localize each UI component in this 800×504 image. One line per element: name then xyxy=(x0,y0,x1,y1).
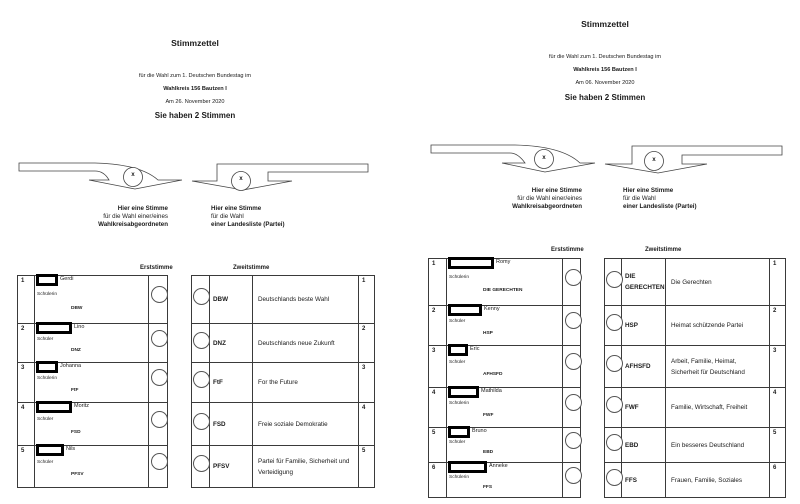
second-vote-circle[interactable] xyxy=(193,455,210,472)
first-vote-arrow xyxy=(431,145,595,172)
second-vote-mark: x xyxy=(239,175,243,182)
first-vote-circle[interactable] xyxy=(151,330,168,347)
redacted-surname xyxy=(448,344,468,356)
row-number-left: 5 xyxy=(18,446,35,488)
second-vote-arrow xyxy=(192,164,368,190)
candidate-party: DNZ xyxy=(71,348,81,353)
second-vote-circle[interactable] xyxy=(606,396,623,413)
party-name: For the Future xyxy=(253,363,359,403)
row-number-right: 2 xyxy=(770,306,786,346)
candidate-first-name: Eric xyxy=(470,346,480,352)
ballot-row xyxy=(18,276,375,324)
first-vote-circle[interactable] xyxy=(151,453,168,470)
row-number-right: 6 xyxy=(770,463,786,498)
column-gap xyxy=(581,306,605,346)
party-abbreviation: DIE GERECHTEN xyxy=(622,259,666,306)
ballot-row xyxy=(429,346,786,388)
candidate-party: FWF xyxy=(483,413,494,418)
party-abbreviation: EBD xyxy=(622,428,666,463)
second-vote-circle[interactable] xyxy=(193,413,210,430)
second-vote-cell[interactable] xyxy=(605,306,622,346)
ballot-date: Am 26. November 2020 xyxy=(165,99,225,105)
column-gap xyxy=(581,428,605,463)
second-vote-arrow xyxy=(605,146,782,173)
first-vote-circle[interactable] xyxy=(565,353,582,370)
candidate-first-name: Johanna xyxy=(60,363,82,369)
column-gap xyxy=(581,388,605,428)
candidate-first-name: Lino xyxy=(74,324,85,330)
header-zweitstimme: Zweitstimme xyxy=(645,247,682,253)
candidate-first-name: Gerdi xyxy=(60,276,74,282)
candidate-role: Schüler xyxy=(449,440,466,445)
row-number-right: 5 xyxy=(770,428,786,463)
second-vote-cell[interactable] xyxy=(605,259,622,306)
candidate-party: FSD xyxy=(71,430,81,435)
candidate-role: Schüler xyxy=(37,460,54,465)
first-vote-circle[interactable] xyxy=(565,432,582,449)
party-abbreviation: DBW xyxy=(210,276,253,324)
candidate-party: DBW xyxy=(71,306,83,311)
second-vote-cell[interactable] xyxy=(605,346,622,388)
candidate-first-name: Mathilda xyxy=(481,388,502,394)
row-number-left: 2 xyxy=(18,324,35,363)
row-number-left: 3 xyxy=(18,363,35,403)
candidate-party: HSP xyxy=(483,331,493,336)
ballot-row xyxy=(18,403,375,446)
votes-notice: Sie haben 2 Stimmen xyxy=(154,111,236,120)
candidate-cell xyxy=(447,388,563,428)
first-vote-cell[interactable] xyxy=(149,446,168,488)
candidate-first-name: Nils xyxy=(66,446,76,452)
party-abbreviation: HSP xyxy=(622,306,666,346)
ballot-row xyxy=(18,446,375,488)
ballot-date: Am 06. November 2020 xyxy=(575,80,635,86)
first-vote-cell[interactable] xyxy=(149,403,168,446)
candidate-cell xyxy=(447,463,563,498)
second-vote-circle[interactable] xyxy=(193,371,210,388)
row-number-left: 1 xyxy=(18,276,35,324)
candidate-cell xyxy=(35,324,149,363)
first-vote-cell[interactable] xyxy=(563,259,581,306)
candidate-cell xyxy=(35,446,149,488)
header-erststimme: Erststimme xyxy=(551,247,584,253)
party-name: Deutschlands beste Wahl xyxy=(253,276,359,324)
second-vote-cell[interactable] xyxy=(192,363,210,403)
redacted-surname xyxy=(36,444,64,456)
candidate-cell xyxy=(35,363,149,403)
party-name: Deutschlands neue Zukunft xyxy=(253,324,359,363)
row-number-left: 4 xyxy=(429,388,447,428)
column-gap xyxy=(581,463,605,498)
column-gap xyxy=(581,259,605,306)
row-number-right: 5 xyxy=(359,446,375,488)
party-name: Heimat schützende Partei xyxy=(666,306,770,346)
redacted-surname xyxy=(36,361,58,373)
second-vote-caption: Hier eine Stimme für die Wahl einer Landesliste (Partei) xyxy=(211,205,285,228)
party-name: Die Gerechten xyxy=(666,259,770,306)
row-number-right: 1 xyxy=(770,259,786,306)
first-vote-cell[interactable] xyxy=(563,463,581,498)
row-number-left: 2 xyxy=(429,306,447,346)
ballot-table-right xyxy=(428,258,786,498)
party-name: Familie, Wirtschaft, Freiheit xyxy=(666,388,770,428)
ballot-title: Stimmzettel xyxy=(581,19,629,29)
party-name: Partei für Familie, Sicherheit und Verteidigung xyxy=(253,446,359,488)
party-name: Arbeit, Familie, Heimat, Sicherheit für Deutschland xyxy=(666,346,770,388)
column-gap xyxy=(168,403,192,446)
party-name: Ein besseres Deutschland xyxy=(666,428,770,463)
candidate-party: PFSV xyxy=(71,472,84,477)
header-erststimme: Erststimme xyxy=(140,265,173,271)
second-vote-caption: Hier eine Stimme für die Wahl einer Landesliste (Partei) xyxy=(623,187,697,210)
row-number-right: 4 xyxy=(770,388,786,428)
second-vote-cell[interactable] xyxy=(192,276,210,324)
ballot-title: Stimmzettel xyxy=(171,38,219,48)
candidate-first-name: Kenny xyxy=(484,306,500,312)
candidate-party: AFHSFD xyxy=(483,372,503,377)
header-zweitstimme: Zweitstimme xyxy=(233,265,270,271)
row-number-left: 5 xyxy=(429,428,447,463)
votes-notice: Sie haben 2 Stimmen xyxy=(564,93,646,102)
ballot-row xyxy=(18,363,375,403)
row-number-right: 3 xyxy=(359,363,375,403)
column-gap xyxy=(581,346,605,388)
first-vote-caption: Hier eine Stimme für die Wahl einer/eines Wahlkreisabgeordneten xyxy=(98,205,168,228)
second-vote-cell[interactable] xyxy=(192,403,210,446)
first-vote-circle[interactable] xyxy=(565,467,582,484)
redacted-surname xyxy=(448,386,479,398)
row-number-right: 3 xyxy=(770,346,786,388)
party-abbreviation: FtF xyxy=(210,363,253,403)
row-number-right: 4 xyxy=(359,403,375,446)
ballot-row xyxy=(429,259,786,306)
party-abbreviation: AFHSFD xyxy=(622,346,666,388)
candidate-cell xyxy=(447,346,563,388)
candidate-first-name: Anneke xyxy=(489,463,508,469)
row-number-right: 1 xyxy=(359,276,375,324)
second-vote-cell[interactable] xyxy=(192,446,210,488)
first-vote-circle[interactable] xyxy=(565,269,582,286)
column-gap xyxy=(168,324,192,363)
first-vote-arrow xyxy=(19,163,182,189)
first-vote-circle[interactable] xyxy=(565,312,582,329)
second-vote-cell[interactable] xyxy=(605,463,622,498)
candidate-first-name: Bruno xyxy=(472,428,487,434)
candidate-first-name: Romy xyxy=(496,259,511,265)
ballot-subtitle: für die Wahl zum 1. Deutschen Bundestag im xyxy=(548,54,662,60)
candidate-cell xyxy=(35,403,149,446)
party-name: Frauen, Familie, Soziales xyxy=(666,463,770,498)
redacted-surname xyxy=(448,257,494,269)
ballot-district: Wahlkreis 156 Bautzen I xyxy=(573,67,637,73)
candidate-role: Schülerin xyxy=(449,275,469,280)
candidate-role: Schülerin xyxy=(449,401,469,406)
ballot-subtitle: für die Wahl zum 1. Deutschen Bundestag im xyxy=(138,73,252,79)
candidate-role: Schüler xyxy=(449,319,466,324)
second-vote-cell[interactable] xyxy=(605,428,622,463)
second-vote-circle[interactable] xyxy=(193,288,210,305)
first-vote-cell[interactable] xyxy=(563,428,581,463)
second-vote-circle[interactable] xyxy=(606,434,623,451)
redacted-surname xyxy=(448,426,470,438)
second-vote-cell[interactable] xyxy=(605,388,622,428)
second-vote-mark: x xyxy=(652,156,656,163)
second-vote-circle[interactable] xyxy=(606,469,623,486)
first-vote-cell[interactable] xyxy=(563,306,581,346)
party-abbreviation: DNZ xyxy=(210,324,253,363)
row-number-left: 6 xyxy=(429,463,447,498)
second-vote-circle[interactable] xyxy=(193,332,210,349)
second-vote-circle[interactable] xyxy=(606,271,623,288)
candidate-role: Schülerin xyxy=(37,292,57,297)
row-number-right: 2 xyxy=(359,324,375,363)
column-gap xyxy=(168,363,192,403)
party-name: Freie soziale Demokratie xyxy=(253,403,359,446)
row-number-left: 4 xyxy=(18,403,35,446)
candidate-role: Schüler xyxy=(37,417,54,422)
ballot-row xyxy=(429,463,786,498)
redacted-surname xyxy=(36,274,58,286)
candidate-first-name: Moritz xyxy=(74,403,89,409)
ballot-table-left xyxy=(17,275,375,488)
ballot-row xyxy=(429,428,786,463)
ballot-row xyxy=(429,388,786,428)
first-vote-cell[interactable] xyxy=(563,388,581,428)
candidate-role: Schülerin xyxy=(449,475,469,480)
second-vote-circle[interactable] xyxy=(606,355,623,372)
redacted-surname xyxy=(36,401,72,413)
candidate-role: Schüler xyxy=(449,360,466,365)
ballot-row xyxy=(429,306,786,346)
first-vote-cell[interactable] xyxy=(149,324,168,363)
column-gap xyxy=(168,276,192,324)
first-vote-cell[interactable] xyxy=(149,363,168,403)
candidate-party: EBD xyxy=(483,450,494,455)
candidate-party: FtF xyxy=(71,388,79,393)
first-vote-mark: x xyxy=(131,171,135,178)
candidate-role: Schülerin xyxy=(37,376,57,381)
vote-arrows-diagram xyxy=(400,130,800,180)
candidate-party: DIE GERECHTEN xyxy=(483,288,523,293)
candidate-role: Schüler xyxy=(37,337,54,342)
candidate-cell xyxy=(447,259,563,306)
redacted-surname xyxy=(36,322,72,334)
party-abbreviation: FFS xyxy=(622,463,666,498)
party-abbreviation: FWF xyxy=(622,388,666,428)
candidate-cell xyxy=(447,306,563,346)
candidate-party: FFS xyxy=(483,485,493,490)
redacted-surname xyxy=(448,304,482,316)
ballot-row xyxy=(18,324,375,363)
redacted-surname xyxy=(448,461,487,473)
second-vote-circle[interactable] xyxy=(606,314,623,331)
first-vote-circle[interactable] xyxy=(151,411,168,428)
ballot-district: Wahlkreis 156 Bautzen I xyxy=(163,86,227,92)
column-gap xyxy=(168,446,192,488)
first-vote-circle[interactable] xyxy=(151,286,168,303)
first-vote-circle[interactable] xyxy=(151,369,168,386)
candidate-cell xyxy=(447,428,563,463)
vote-arrows-diagram xyxy=(0,150,380,200)
party-abbreviation: PFSV xyxy=(210,446,253,488)
first-vote-caption: Hier eine Stimme für die Wahl einer/eines Wahlkreisabgeordneten xyxy=(512,187,582,210)
row-number-left: 3 xyxy=(429,346,447,388)
candidate-cell xyxy=(35,276,149,324)
second-vote-cell[interactable] xyxy=(192,324,210,363)
first-vote-mark: x xyxy=(542,154,546,161)
row-number-left: 1 xyxy=(429,259,447,306)
first-vote-cell[interactable] xyxy=(149,276,168,324)
first-vote-circle[interactable] xyxy=(565,394,582,411)
party-abbreviation: FSD xyxy=(210,403,253,446)
first-vote-cell[interactable] xyxy=(563,346,581,388)
